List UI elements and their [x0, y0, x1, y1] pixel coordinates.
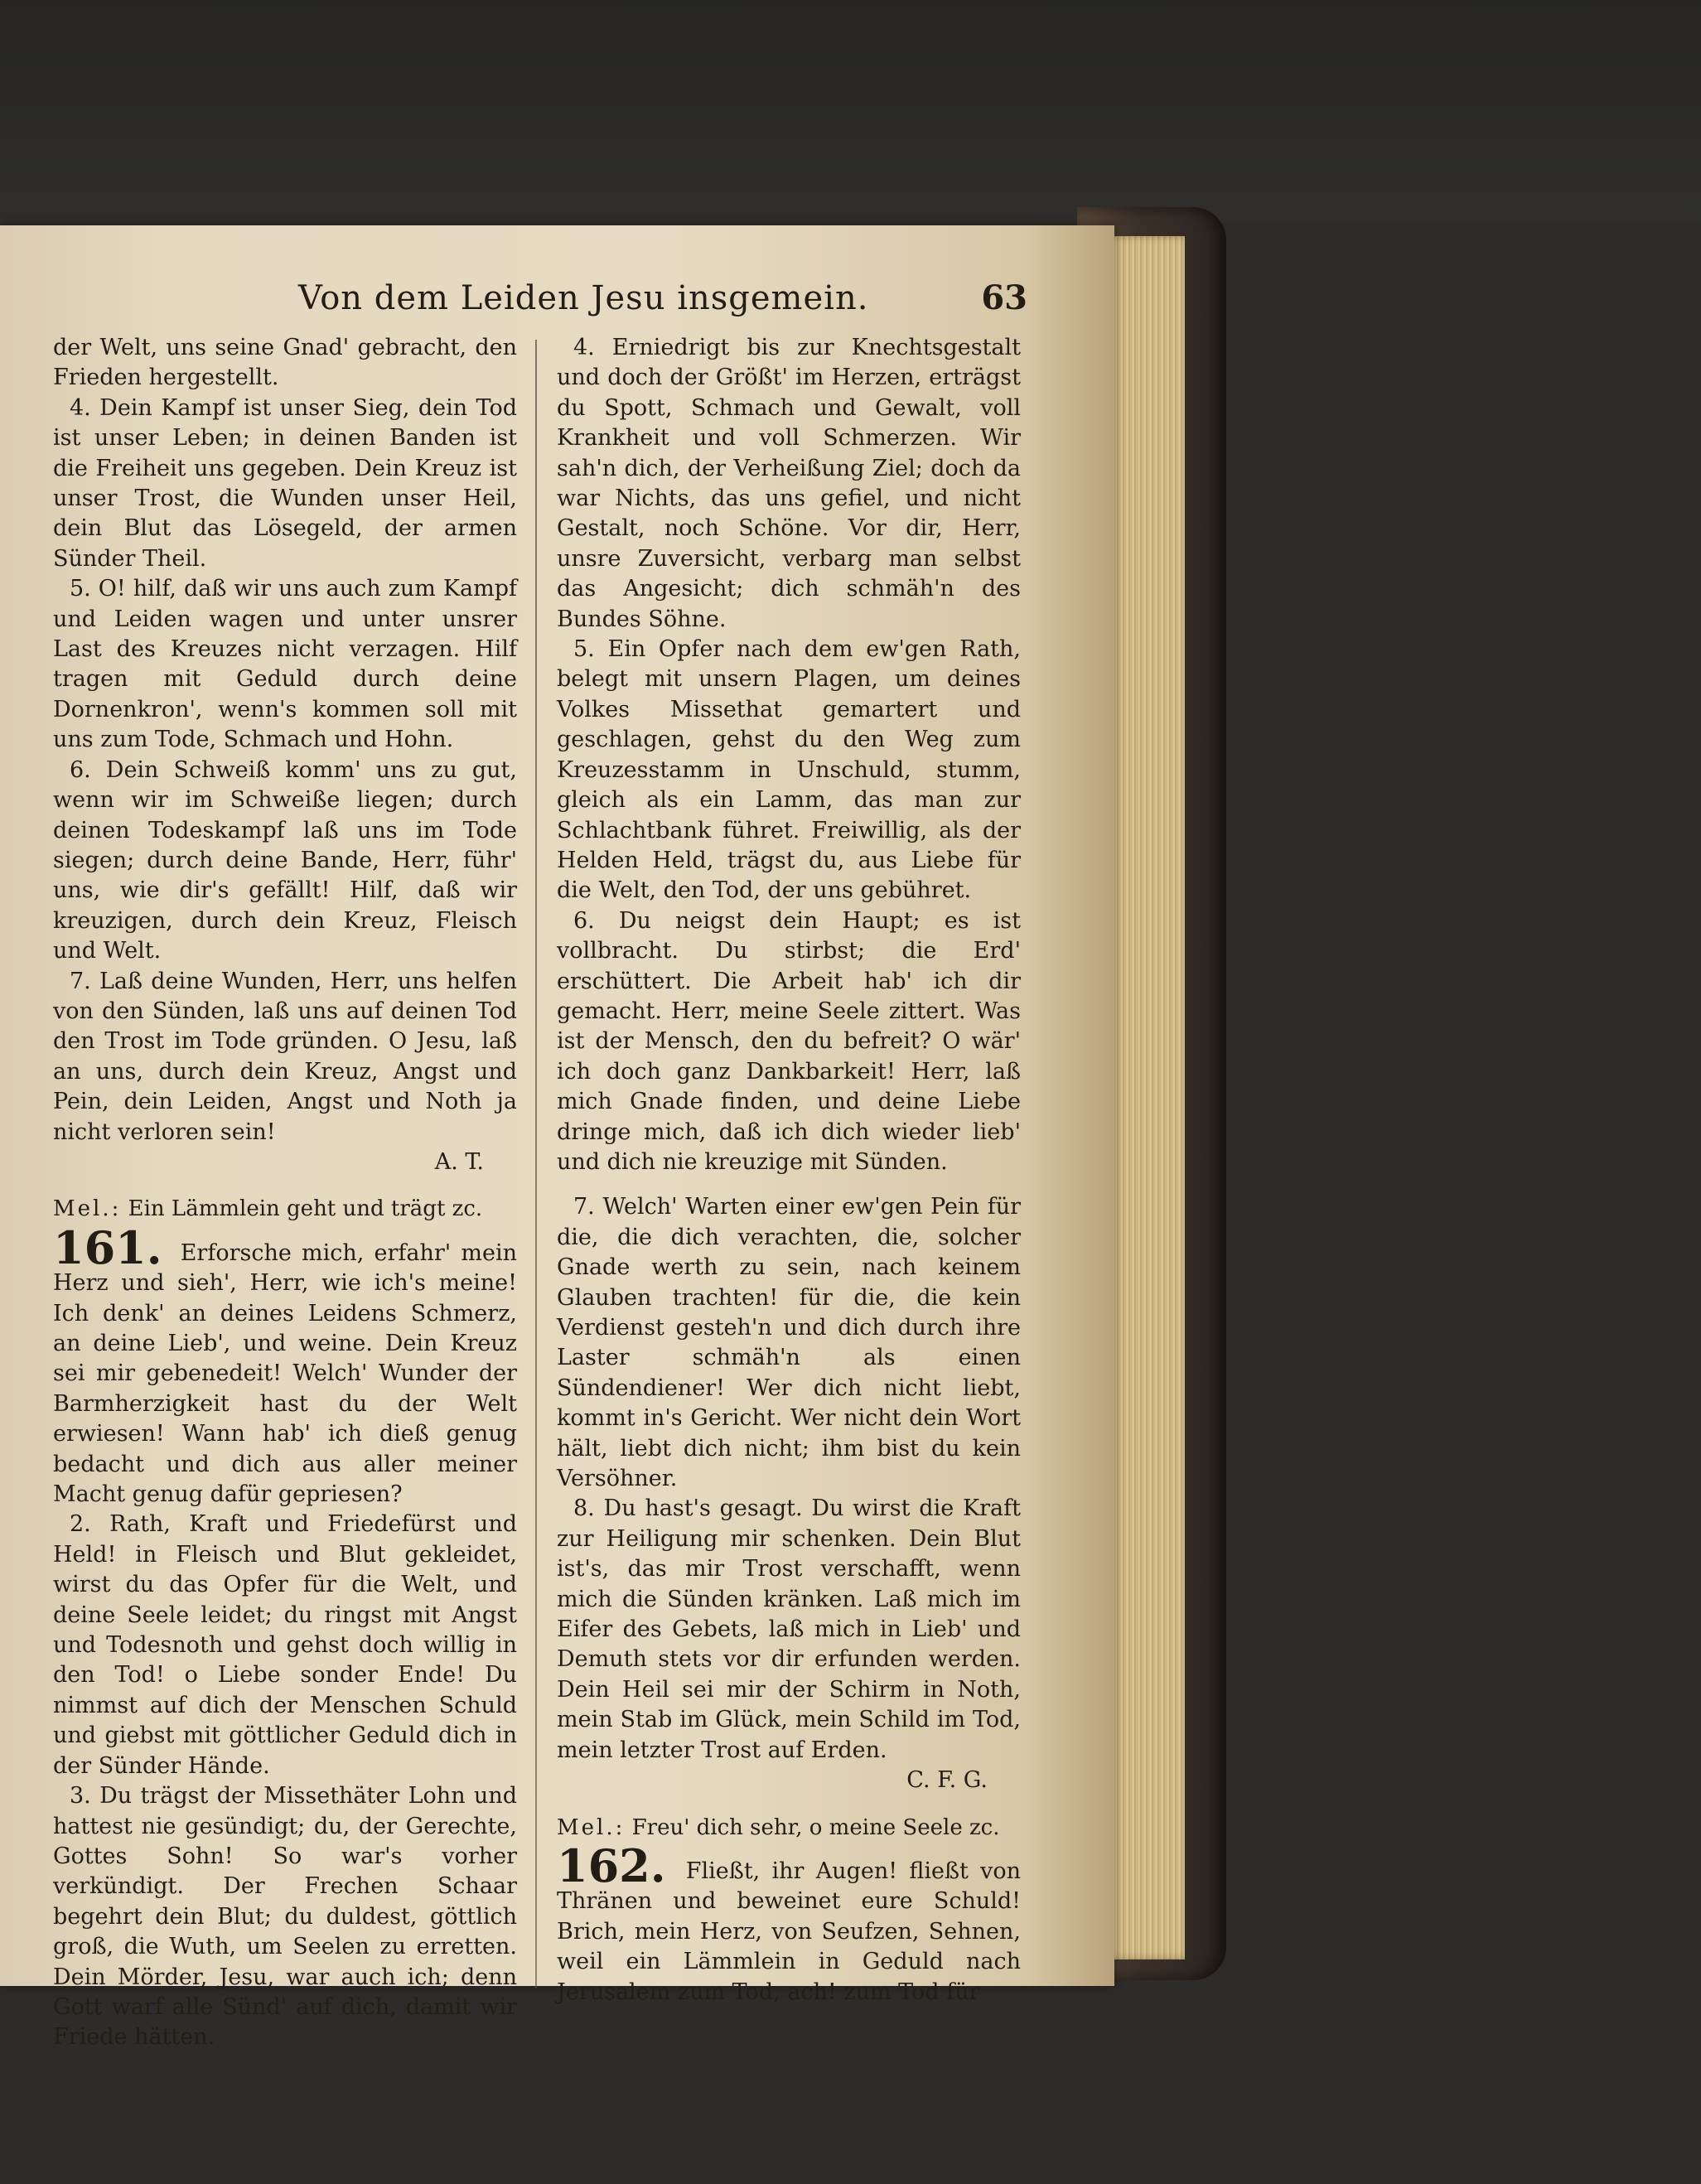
melody-line	[557, 1813, 1021, 1843]
melody-text: Ein Lämmlein geht und trägt zc.	[128, 1196, 483, 1222]
verse-7: 7. Laß deine Wunden, Herr, uns helfen von den Sünden, laß uns auf deinen Tod den Trost im Tode gründen. O Jesu, laß an uns, durch dein Kreuz, Angst und Pein, dein Leiden, Angst und Noth ja nicht verloren sein!	[53, 968, 517, 1145]
hymn-text: Erforsche mich, erfahr' mein Herz und sieh', Herr, wie ich's meine! Ich denk' an deines Leidens Schmerz, an deine Lieb', und weine. Dein Kreuz sei mir gebenedeit! Welch' Wunder der Barmherzigkeit hast du der Welt erwiesen! Wann hab' ich dieß genug bedacht und dich aus aller meiner Macht genug dafür gepriesen?	[53, 1239, 517, 1508]
melody-line	[53, 1194, 517, 1224]
melody-text: Freu' dich sehr, o meine Seele zc.	[631, 1814, 1000, 1840]
verse-7: 7. Welch' Warten einer ew'gen Pein für die, die dich verachten, die, solcher Gnade werth zu sein, nach keinem Glauben trachten! für die, die kein Verdienst gesteh'n und dich durch ihre Laster schmäh'n als einen Sündendiener! Wer dich nicht liebt, kommt in's Gericht. Wer nicht dein Wort hält, liebt dich nicht; ihm bist du kein Versöhner.	[557, 1194, 1021, 1492]
hymn-number: 162.	[557, 1839, 666, 1892]
page-number: 63	[981, 278, 1027, 317]
melody-label: Mel.:	[557, 1814, 626, 1840]
header-title: Von dem Leiden Jesu insgemein.	[298, 279, 869, 317]
verse-4: 4. Dein Kampf ist unser Sieg, dein Tod ist unser Leben; in deinen Banden ist die Freiheit uns gegeben. Dein Kreuz ist unser Trost, die Wunden unser Heil, dein Blut das Lösegeld, der armen Sünder Theil.	[53, 394, 517, 572]
verse-5: 5. Ein Opfer nach dem ew'gen Rath, belegt mit unsern Plagen, um deines Volkes Missethat gemartert und geschlagen, gehst du den Weg zum Kreuzesstamm in Unschuld, stumm, gleich als ein Lamm, das man zur Schlachtbank führet. Freiwillig, als der Helden Held, trägst du, aus Liebe für die Welt, den Tod, der uns gebühret.	[557, 636, 1021, 904]
verse-8: 8. Du hast's gesagt. Du wirst die Kraft zur Heiligung mir schenken. Dein Blut ist's, das mir Trost verschafft, wenn mich die Sünden kränken. Laß mich im Eifer des Gebets, laß mich in Lieb' und Demuth stets vor dir erfunden werden. Dein Heil sei mir der Schirm in Noth, mein Stab im Glück, mein Schild im Tod, mein letzter Trost auf Erden.	[557, 1495, 1021, 1763]
hymn-161-verse-2: 2. Rath, Kraft und Friedefürst und Held! in Fleisch und Blut gekleidet, wirst du das Opfer für die Welt, und deine Seele leidet; du ringst mit Angst und Todesnoth und gehst doch willig in den Tod! o Liebe sonder Ende! Du nimmst auf dich der Menschen Schuld und giebst mit göttlicher Geduld dich in der Sünder Hände.	[53, 1511, 517, 1779]
column-divider	[535, 340, 537, 1988]
verse-continuation: der Welt, uns seine Gnad' gebracht, den Frieden hergestellt.	[53, 335, 517, 391]
verse-6: 6. Dein Schweiß komm' uns zu gut, wenn wir im Schweiße liegen; durch deinen Todeskampf laß uns im Tode siegen; durch deine Bande, Herr, führ' uns, wie dir's gefällt! Hilf, daß wir kreuzigen, durch dein Kreuz, Fleisch und Welt.	[53, 756, 517, 964]
running-header	[298, 273, 1027, 323]
verse-4: 4. Erniedrigt bis zur Knechtsgestalt und doch der Größt' im Herzen, erträgst du Spott, Schmach und Gewalt, voll Krankheit und voll Schmerzen. Wir sah'n dich, der Verheißung Ziel; doch da war Nichts, das uns gefiel, und nicht Gestalt, noch Schöne. Vor dir, Herr, unsre Zuversicht, verbarg man selbst das Angesicht; dich schmäh'n des Bundes Söhne.	[557, 335, 1021, 632]
right-column	[557, 333, 1021, 2008]
hymn-number: 161.	[53, 1220, 162, 1274]
verse-6: 6. Du neigst dein Haupt; es ist vollbracht. Du stirbst; die Erd' erschüttert. Die Arbeit hab' ich dir gemacht. Herr, meine Seele zittert. Was ist der Mensch, den du befreit? O wär' ich doch ganz Dankbarkeit! Herr, laß mich Gnade finden, und deine Liebe dringe mich, daß ich dich wieder lieb' und dich nie kreuzige mit Sünden.	[557, 907, 1021, 1175]
page-edges	[1102, 236, 1185, 1959]
book-page	[0, 225, 1114, 2051]
author-signature: A. T.	[434, 1148, 484, 1175]
left-column	[53, 333, 517, 2053]
background	[0, 0, 1701, 224]
melody-label: Mel.:	[53, 1196, 122, 1222]
hymn-161-verse-1	[53, 1220, 517, 1510]
hymn-162-verse-1	[557, 1839, 1021, 2008]
hymn-text: Fließt, ihr Augen! fließt von Thränen und beweinet eure Schuld! Brich, mein Herz, von Seufzen, Sehnen, weil ein Lämmlein in Geduld nach Jerusalem zum Tod, ach! zum Tod für	[557, 1858, 1021, 2005]
hymn-161-verse-3: 3. Du trägst der Missethäter Lohn und hattest nie gesündigt; du, der Gerechte, Gottes Sohn! So war's vorher verkündigt. Der Frechen Schaar begehrt dein Blut; du duldest, göttlich groß, die Wuth, um Seelen zu erretten. Dein Mörder, Jesu, war auch ich; denn Gott warf alle Sünd' auf dich, damit wir Friede hätten.	[53, 1783, 517, 2051]
verse-5: 5. O! hilf, daß wir uns auch zum Kampf und Leiden wagen und unter unsrer Last des Kreuzes nicht verzagen. Hilf tragen mit Geduld durch deine Dornenkron', wenn's kommen soll mit uns zum Tode, Schmach und Hohn.	[53, 576, 517, 753]
author-signature: C. F. G.	[906, 1767, 988, 1794]
